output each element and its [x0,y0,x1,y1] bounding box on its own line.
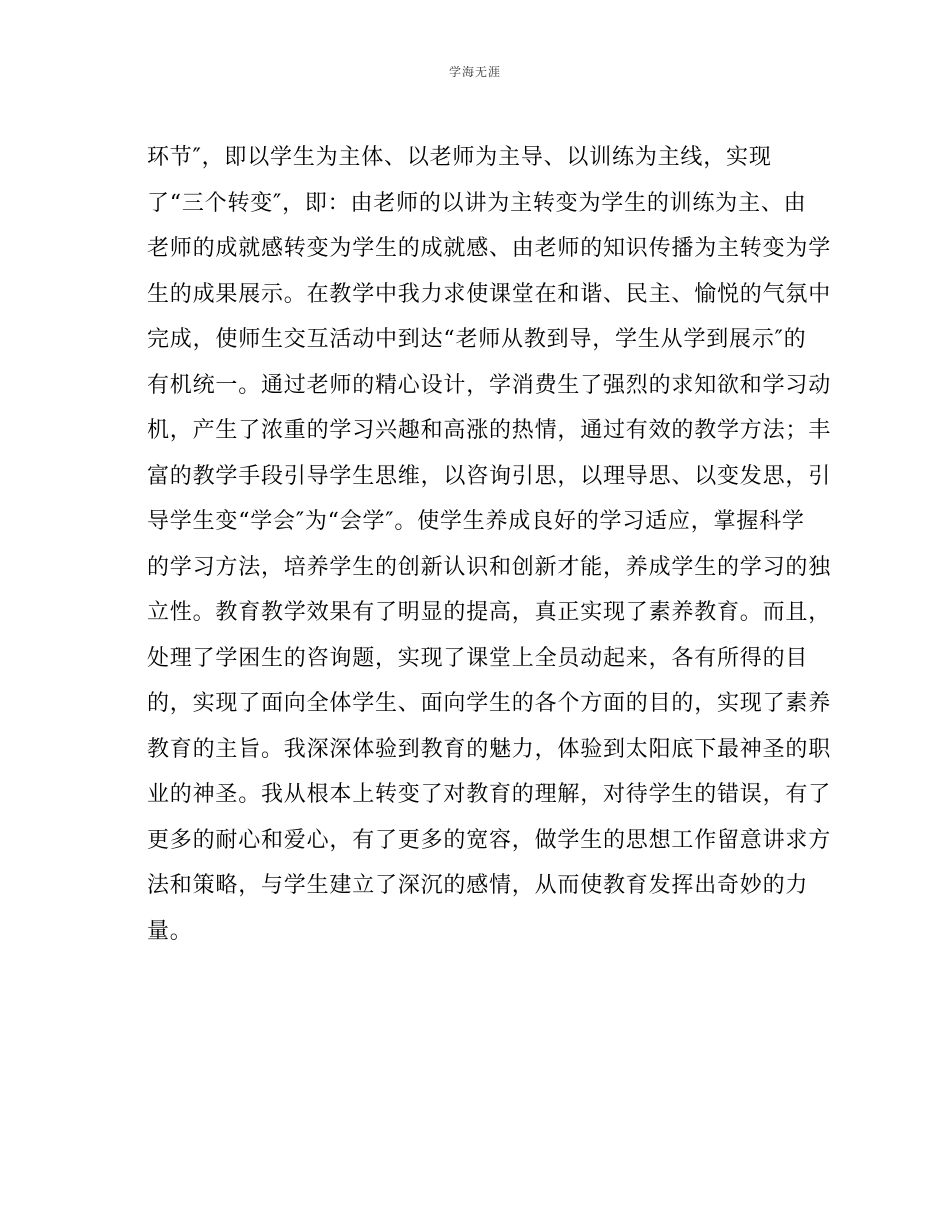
text-line: 处理了学困生的咨询题，实现了课堂上全员动起来，各有所得的目 [147,645,809,671]
text-line: 业的神圣。我从根本上转变了对教育的理解，对待学生的错误，有了 [147,782,832,807]
text-line: 生的成果展示。在教学中我力求使课堂在和谐、民主、愉悦的气氛中 [147,281,832,307]
text-line: 有机统一。通过老师的精心设计，学消费生了强烈的求知欲和学习动 [147,372,832,398]
text-line: 法和策略，与学生建立了深沉的感情，从而使教育发挥出奇妙的力 [147,873,809,898]
text-line: 导学生变“学会″为“会学″。使学生养成良好的学习适应，掌握科学 [147,509,805,534]
page-header: 学海无涯 [448,65,501,79]
text-line: 的学习方法，培养学生的创新认识和创新才能，养成学生的学习的独 [147,554,832,580]
text-line: 机，产生了浓重的学习兴趣和高涨的热情，通过有效的教学方法；丰 [147,418,832,443]
body-text [147,135,832,954]
text-line: 立性。教育教学效果有了明显的提高，真正实现了素养教育。而且， [147,600,832,625]
text-line: 完成，使师生交互活动中到达“老师从教到导，学生从学到展示″的 [147,327,807,352]
text-line: 了“三个转变″，即：由老师的以讲为主转变为学生的训练为主、由 [147,190,807,216]
text-line: 更多的耐心和爱心，有了更多的宽容，做学生的思想工作留意讲求方 [147,827,832,853]
text-line: 环节″，即以学生为主体、以老师为主导、以训练为主线，实现 [147,145,772,170]
text-line: 量。 [147,918,193,944]
text-line: 富的教学手段引导学生思维，以咨询引思，以理导思、以变发思，引 [147,463,832,489]
text-line: 教育的主旨。我深深体验到教育的魅力，体验到太阳底下最神圣的职 [147,736,832,762]
text-line: 老师的成就感转变为学生的成就感、由老师的知识传播为主转变为学 [147,236,832,261]
text-line: 的，实现了面向全体学生、面向学生的各个方面的目的，实现了素养 [147,691,832,716]
